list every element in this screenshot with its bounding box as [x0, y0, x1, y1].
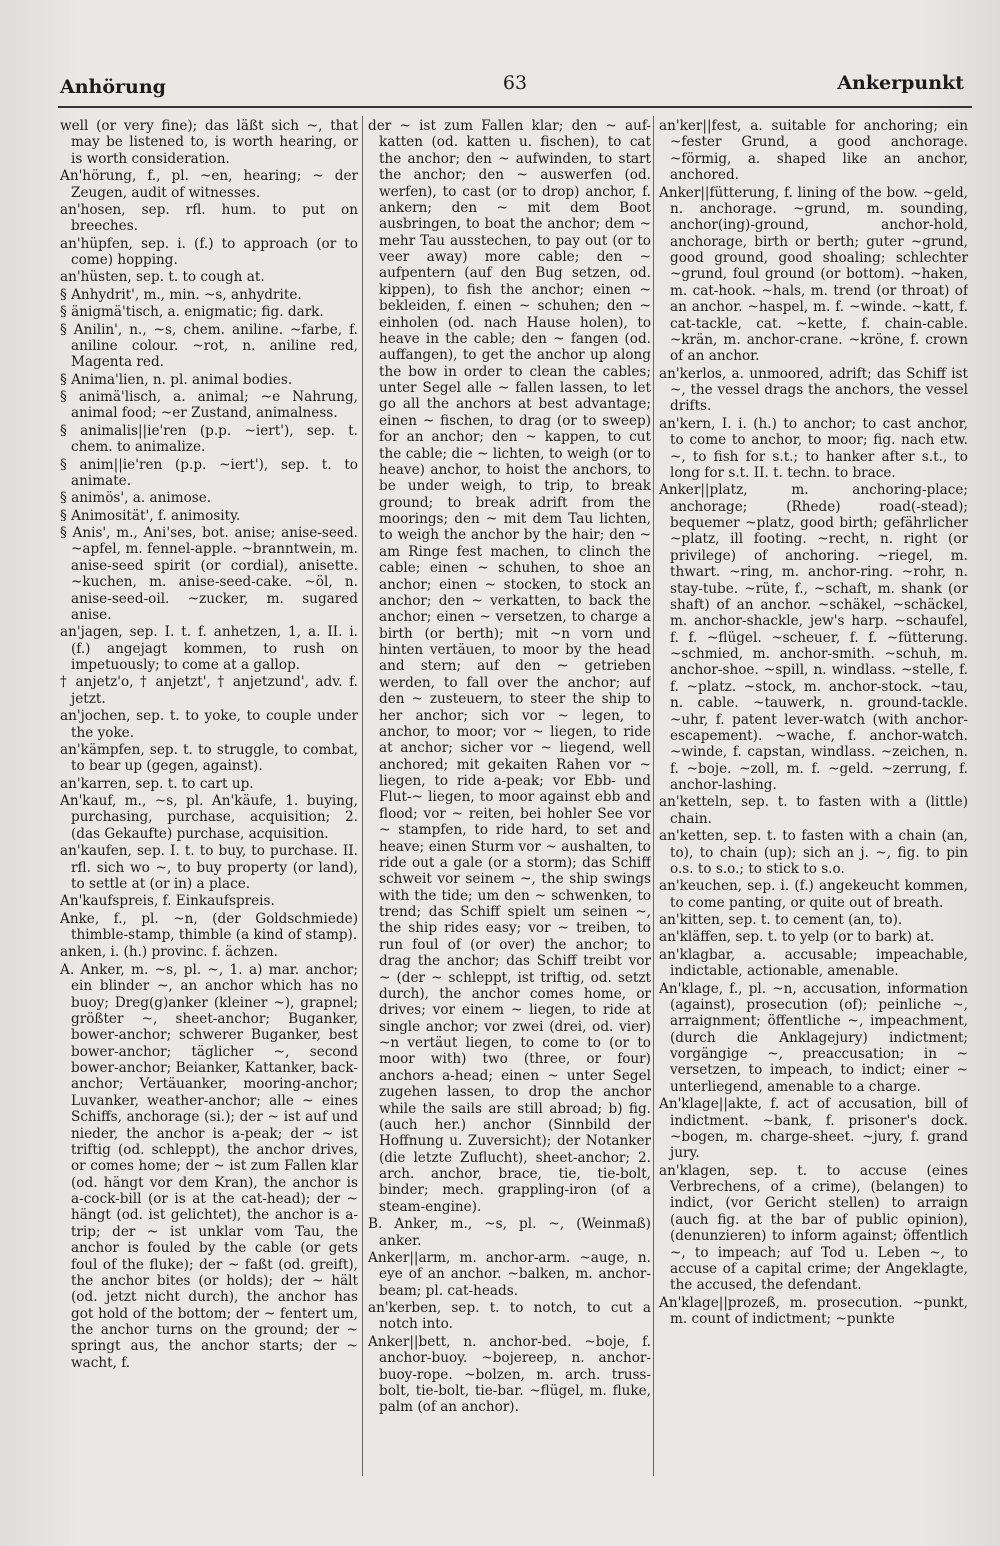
- dictionary-entry: § Anhydrit', m., min. ~s, anhydrite.: [60, 286, 302, 303]
- dictionary-entry: an'keuchen, sep. i. (f.) angekeucht kommen, to come panting, or quite out of breath.: [659, 878, 968, 911]
- dictionary-entry: an'ketteln, sep. t. to fasten with a (little) chain.: [659, 794, 968, 827]
- dictionary-entry: † anjetz'o, † anjetzt', † anjetzund', adv. f. jetzt.: [60, 674, 358, 707]
- dictionary-entry: der ~ ist zum Fallen klar; den ~ auf-katten (od. katten u. fischen), to cat the anchor; den ~ aufwinden, to start the anchor; den ~ auswerfen (od. werfen), to cast (or to drop) anchor, f. ankern; den ~ mit dem Boot ausbringen, to boat the anchor; dem ~ mehr Tau ausstechen, to pay out (or to veer away) more cable; den ~ aufpentern (auf den Bug setzen, od. kippen), to fish the anchor; einen ~ bekleiden, f. einen ~ schuhen; den ~ einholen (od. nach Hause holen), to heave in the cable; den ~ fangen (od. auffangen), to get the anchor up along the bow in order to clean the cables; unter Segel alle ~ fallen lassen, to let go all the anchors at best advantage; einen ~ fischen, to drag (or to sweep) for an anchor; den ~ kappen, to cut the cable; die ~ lichten, to weigh (or to heave) anchor, to hoist the anchors, to be under weigh, to trip, to break ground; to break adrift from the moorings; den ~ mit dem Tau lichten, to weigh the anchor by the hair; den ~ am Ringe fest machen, to clinch the cable; einen ~ schuhen, to shoe an anchor; einen ~ stocken, to stock an anchor; den ~ verkatten, to back the anchor; einen ~ versetzen, to charge a birth (or berth); mit ~n vorn und hinten vertäuen, to moor by the head and stern; auf den ~ getrieben werden, to fall over the anchor; auf den ~ zusteuern, to steer the ship to her anchor; sich vor ~ legen, to anchor, to moor; vor ~ liegen, to ride at anchor; sicher vor ~ liegend, well anchored; mit gekaiten Rahen vor ~ liegen, to ride a-peak; vor Ebb- und Flut-~ liegen, to moor against ebb and flood; vor ~ reiten, bei hohler See vor ~ stampfen, to ride hard, to set and heave; einen Sturm vor ~ aushalten, to ride out a gale (or a storm); das Schiff schweit vor seinem ~, the ship swings with the tide; um den ~ schwenken, to trend; das Schiff spielt um seinen ~, the ship rides easy; vor ~ treiben, to run foul of (or over) the anchor; to drag the anchor; das Schiff treibt vor ~ (der ~ schleppt, ist triftig, od. setzt durch), the anchor comes home, or drives; vor einem ~ liegen, to ride at single anchor; vor zwei (drei, od. vier) ~n vertäut liegen, to come to (or to moor with) two (three, or four) anchors a-head; einen ~ unter Segel zugehen lassen, to drop the anchor while the sails are still abroad; b) fig. (auch her.) anchor (Sinnbild der Hoffnung u. Zuversicht); der Notanker (die letzte Zuflucht), sheet-anchor; 2. arch. anchor, brace, tie, tie-bolt, binder; mech. grappling-iron (of a steam-engine).: [368, 118, 651, 1215]
- dictionary-entry: Anker||platz, m. anchoring-place; anchorage; (Rhede) road(-stead); bequemer ~platz, good birth; gefährlicher ~platz, ill footing. ~recht, n. right (or privilege) of anchoring. ~riegel, m. thwart. ~ring, m. anchor-ring. ~rohr, n. stay-tube. ~rüte, f., ~schaft, m. shank (or shaft) of an anchor. ~schäkel, ~schäckel, m. anchor-shackle, jew's harp. ~schaufel, f. f. ~flügel. ~scheuer, f. f. ~fütterung. ~schmied, m. anchor-smith. ~schuh, m. anchor-shoe. ~spill, n. windlass. ~stelle, f. f. ~platz. ~stock, m. anchor-stock. ~tau, n. cable. ~tauwerk, n. ground-tackle. ~uhr, f. patent lever-watch (with anchor-escapement). ~wache, f. anchor-watch. ~winde, f. capstan, windlass. ~zeichen, n. f. ~boje. ~zoll, m. f. ~geld. ~zerrung, f. anchor-lashing.: [659, 482, 968, 793]
- dictionary-entry: § Anilin', n., ~s, chem. aniline. ~farbe, f. aniline colour. ~rot, n. aniline red, Magenta red.: [60, 321, 358, 371]
- dictionary-entry: Anker||arm, m. anchor-arm. ~auge, n. eye of an anchor. ~balken, m. anchor-beam; pl. cat-heads.: [368, 1249, 651, 1299]
- dictionary-entry: B. Anker, m., ~s, pl. ~, (Weinmaß) anker.: [368, 1216, 651, 1249]
- dictionary-entry: An'klage, f., pl. ~n, accusation, information (against), prosecution (of); peinliche ~, arraignment; öffentliche ~, impeachment, (durch die Anklagejury) indictment; vorgängige ~, preaccusation; in ~ versetzen, to impeach, to indict; einer ~ unterliegend, amenable to a charge.: [659, 980, 968, 1095]
- dictionary-entry: an'jagen, sep. I. t. f. anhetzen, 1, a. II. i. (f.) angejagt kommen, to rush on impetuously; to come at a gallop.: [60, 624, 358, 673]
- dictionary-entry: § Anis', m., Ani'ses, bot. anise; anise-seed. ~apfel, m. fennel-apple. ~branntwein, m. anise-seed spirit (or cordial), anisette. ~kuchen, m. anise-seed-cake. ~öl, n. anise-seed-oil. ~zucker, m. sugared anise.: [60, 525, 358, 623]
- dictionary-entry: § animös', a. animose.: [60, 490, 212, 507]
- column-1: [60, 118, 358, 1528]
- dictionary-entry: an'kämpfen, sep. t. to struggle, to combat, to bear up (gegen, against).: [60, 741, 358, 775]
- dictionary-entry: § Anima'lien, n. pl. animal bodies.: [60, 371, 293, 388]
- dictionary-entry: § animalis||ie'ren (p.p. ~iert'), sep. t. chem. to animalize.: [60, 422, 358, 456]
- header-rule: [58, 106, 972, 108]
- page-header: [60, 70, 970, 104]
- dictionary-entry: an'klagbar, a. accusable; impeachable, indictable, actionable, amenable.: [659, 946, 968, 980]
- dictionary-entry: an'kerlos, a. unmoored, adrift; das Schiff ist ~, the vessel drags the anchors, the vessel drifts.: [659, 365, 968, 415]
- dictionary-entry: an'ketten, sep. t. to fasten with a chain (an, to), to chain (up); sich an j. ~, fig. to pin o.s. to s.o.; to stick to s.o.: [659, 828, 968, 877]
- dictionary-entry: an'kerben, sep. t. to notch, to cut a notch into.: [368, 1300, 651, 1333]
- dictionary-entry: § änigmä'tisch, a. enigmatic; fig. dark.: [60, 304, 324, 321]
- dictionary-entry: an'karren, sep. t. to cart up.: [60, 775, 254, 792]
- header-right-guideword: Ankerpunkt: [837, 72, 964, 94]
- dictionary-entry: Anke, f., pl. ~n, (der Goldschmiede) thimble-stamp, thimble (a kind of stamp).: [60, 910, 358, 943]
- dictionary-entry: an'hosen, sep. rfl. hum. to put on breeches.: [60, 201, 358, 235]
- dictionary-entry: An'klage||prozeß, m. prosecution. ~punkt, m. count of indictment; ~punkte: [659, 1294, 968, 1327]
- dictionary-entry: well (or very fine); das läßt sich ~, that may be listened to, is worth hearing, or is worth consideration.: [60, 118, 358, 167]
- dictionary-entry: An'klage||akte, f. act of accusation, bill of indictment. ~bank, f. prisoner's dock. ~bogen, m. charge-sheet. ~jury, f. grand jury.: [659, 1096, 968, 1162]
- dictionary-entry: § animä'lisch, a. animal; ~e Nahrung, animal food; ~er Zustand, animalness.: [60, 389, 358, 422]
- dictionary-entry: An'kauf, m., ~s, pl. An'käufe, 1. buying, purchasing, purchase, acquisition; 2. (das Gekaufte) purchase, acquisition.: [60, 793, 358, 842]
- column-3: [659, 118, 968, 1528]
- dictionary-entry: anken, i. (h.) provinc. f. ächzen.: [60, 944, 278, 961]
- dictionary-entry: An'kaufspreis, f. Einkaufspreis.: [60, 893, 275, 910]
- dictionary-entry: § anim||ie'ren (p.p. ~iert'), sep. t. to animate.: [60, 456, 358, 489]
- dictionary-entry: an'hüpfen, sep. i. (f.) to approach (or to come) hopping.: [60, 235, 358, 268]
- dictionary-entry: § Animosität', f. animosity.: [60, 507, 241, 524]
- dictionary-entry: A. Anker, m. ~s, pl. ~, 1. a) mar. anchor; ein blinder ~, an anchor which has no buoy; Dreg(g)anker (kleiner ~), grapnel; größter ~, sheet-anchor; Buganker, bower-anchor; schwerer Buganker, best bower-anchor; täglicher ~, second bower-anchor; Beianker, Kattanker, back-anchor; Vertäuanker, mooring-anchor; Luvanker, weather-anchor; alle ~ eines Schiffs, anchorage (si.); der ~ ist auf und nieder, the anchor is a-peak; der ~ ist triftig (od. schleppt), the anchor drives, or comes home; der ~ ist zum Fallen klar (od. hängt vor dem Kran), the anchor is a-cock-bill (or is at the cat-head); der ~ hängt (od. ist gelichtet), the anchor is a-trip; der ~ ist unklar vom Tau, the anchor is fouled by the cable (or gets foul of the fluke); der ~ faßt (od. greift), the anchor bites (or holds); der ~ hält (od. jetzt nicht durch), the anchor has got hold of the bottom; der ~ fentert um, the anchor turns on the ground; der ~ springt aus, the anchor starts; der ~ wacht, f.: [60, 961, 358, 1371]
- header-left-guideword: Anhörung: [60, 76, 166, 98]
- dictionary-entry: An'hörung, f., pl. ~en, hearing; ~ der Zeugen, audit of witnesses.: [60, 168, 358, 201]
- dictionary-entry: an'jochen, sep. t. to yoke, to couple under the yoke.: [60, 708, 358, 741]
- dictionary-entry: an'kern, I. i. (h.) to anchor; to cast anchor, to come to anchor, to moor; fig. nach etw. ~, to fish for s.t.; to hanker after s.t., to long for s.t. II. t. techn. to brace.: [659, 415, 968, 481]
- dictionary-entry: an'kläffen, sep. t. to yelp (or to bark) at.: [659, 929, 935, 946]
- dictionary-entry: Anker||bett, n. anchor-bed. ~boje, f. anchor-buoy. ~bojereep, n. anchor-buoy-rope. ~bolzen, m. arch. truss-bolt, tie-bolt, tie-bar. ~flügel, m. fluke, palm (of an anchor).: [368, 1333, 651, 1416]
- dictionary-entry: an'hüsten, sep. t. to cough at.: [60, 269, 265, 286]
- dictionary-entry: Anker||fütterung, f. lining of the bow. ~geld, n. anchorage. ~grund, m. sounding, anchor(ing)-ground, anchor-hold, anchorage, birth or berth; guter ~grund, good ground, good shoaling; schlechter ~grund, foul ground (or bottom). ~haken, m. cat-hook. ~hals, m. trend (or throat) of an anchor. ~haspel, m. f. ~winde. ~katt, f. cat-tackle, cat. ~kette, f. chain-cable. ~krän, m. anchor-crane. ~kröne, f. crown of an anchor.: [659, 184, 968, 365]
- dictionary-entry: an'ker||fest, a. suitable for anchoring; ein ~fester Grund, a good anchorage. ~förmig, a. shaped like an anchor, anchored.: [659, 118, 968, 184]
- page-number: 63: [502, 72, 528, 94]
- column-2: [368, 118, 651, 1528]
- dictionary-entry: an'klagen, sep. t. to accuse (eines Verbrechens, of a crime), (belangen) to indict, (vor Gericht stellen) to arraign (auch fig. at the bar of public opinion), (denunzieren) to inform against; öffentlich ~, to impeach; auf Tod u. Leben ~, to accuse of a capital crime; der Angeklagte, the accused, the defendant.: [659, 1162, 968, 1294]
- column-divider: [362, 116, 363, 1476]
- dictionary-entry: an'kaufen, sep. I. t. to buy, to purchase. II. rfl. sich wo ~, to buy property (or land), to settle at (or in) a place.: [60, 843, 358, 892]
- column-divider: [653, 116, 654, 1476]
- dictionary-entry: an'kitten, sep. t. to cement (an, to).: [659, 912, 903, 928]
